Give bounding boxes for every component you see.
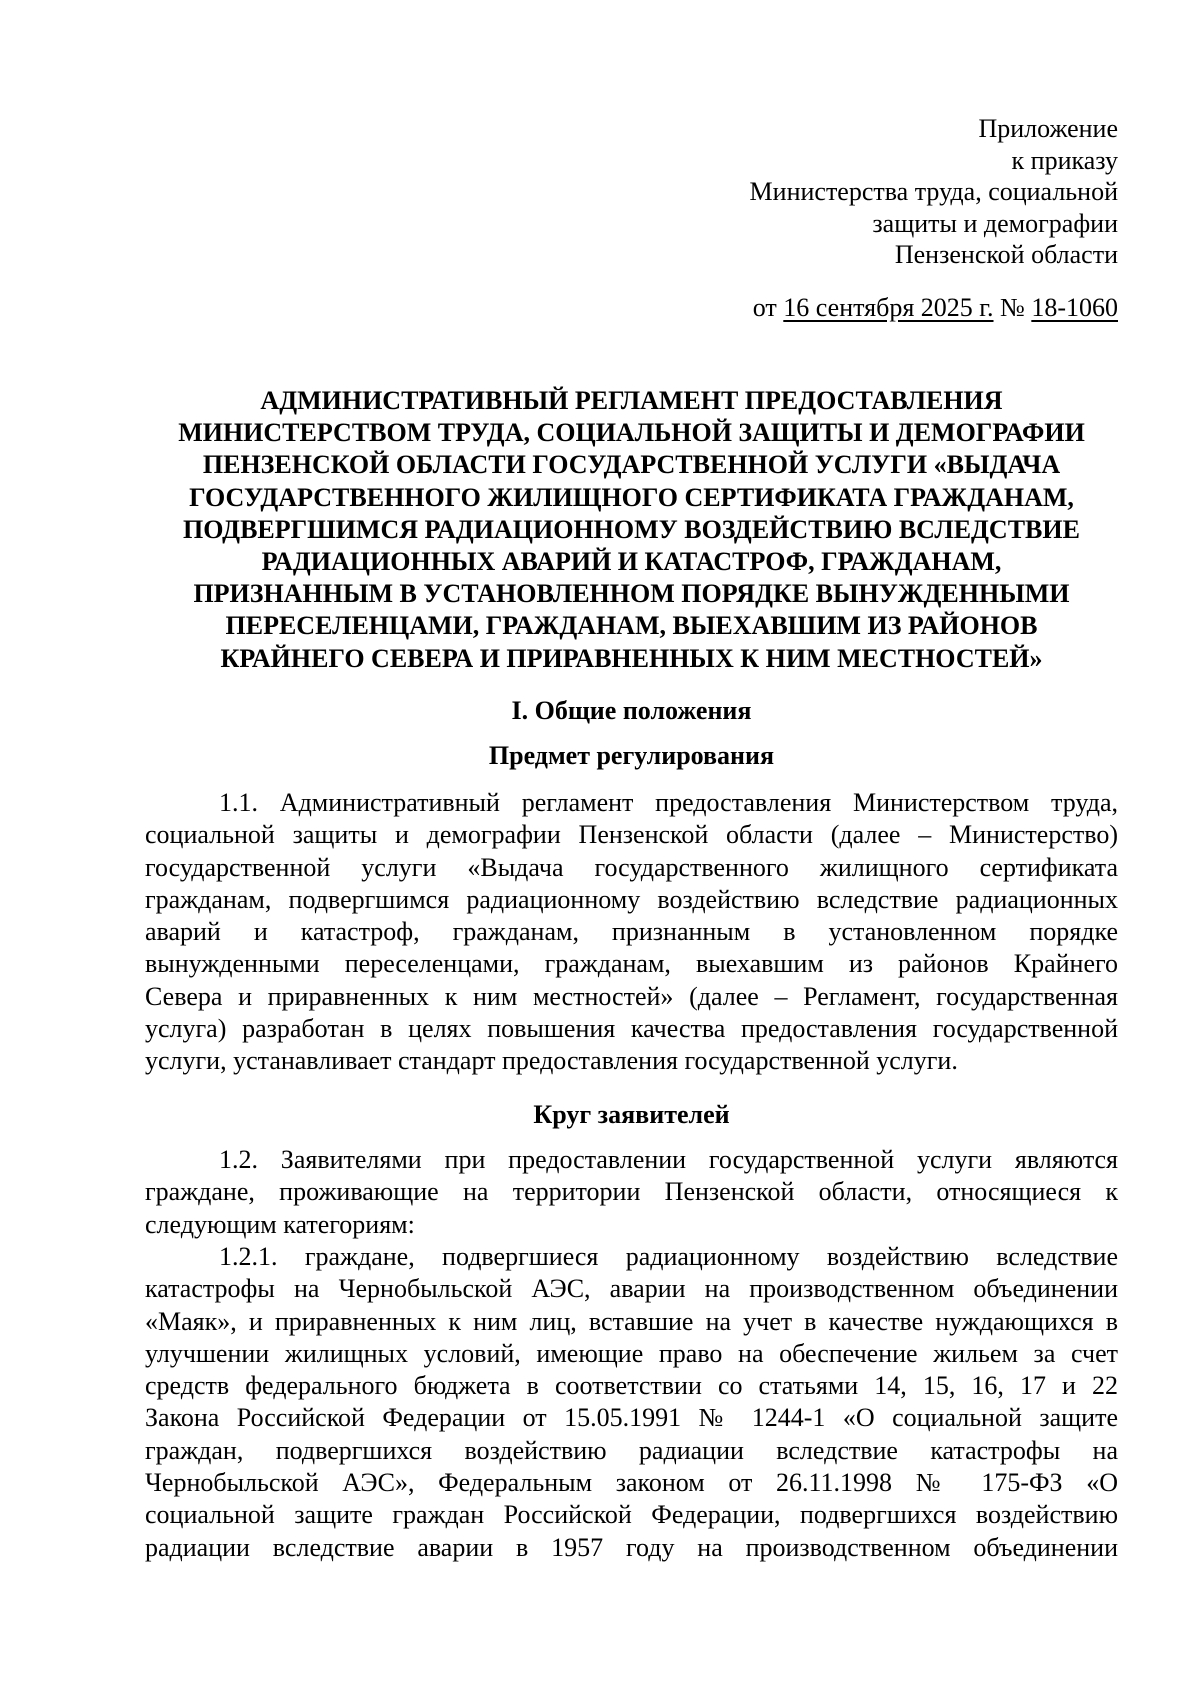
order-number: 18-1060: [1031, 292, 1118, 322]
document-title: [145, 385, 1118, 675]
appendix-block: [750, 113, 1118, 323]
title-line: ПОДВЕРГШИМСЯ РАДИАЦИОННОМУ ВОЗДЕЙСТВИЮ ВСЛЕДСТВИЕ: [183, 514, 1080, 544]
section-heading-general: I. Общие положения: [511, 696, 752, 725]
paragraph-line: аварий и катастроф, гражданам, признанным в установленном порядке: [145, 917, 1118, 947]
paragraph-1-2: [145, 1144, 1118, 1241]
paragraph-1-1: [145, 787, 1118, 1078]
appendix-line-5: Пензенской области: [894, 240, 1118, 269]
paragraph-line: граждане, проживающие на территории Пензенской области, относящиеся к: [145, 1177, 1118, 1207]
paragraph-line: средств федерального бюджета в соответствии со статьями 14, 15, 16, 17 и 22: [145, 1371, 1118, 1401]
paragraph-line: Закона Российской Федерации от 15.05.1991 № 1244-1 «О социальной защите: [145, 1403, 1118, 1433]
paragraph-line: социальной защите граждан Российской Федерации, подвергшихся воздействию: [145, 1500, 1118, 1530]
title-line: ГОСУДАРСТВЕННОГО ЖИЛИЩНОГО СЕРТИФИКАТА ГРАЖДАНАМ,: [189, 482, 1074, 512]
paragraph-line: 1.1. Административный регламент предоставления Министерством труда,: [219, 788, 1118, 817]
paragraph-1-2-1: [145, 1241, 1118, 1564]
paragraph-line: 1.2.1. граждане, подвергшиеся радиационному воздействию вследствие: [219, 1242, 1118, 1271]
paragraph-line: следующим категориям:: [145, 1209, 415, 1239]
order-date: 16 сентября 2025 г.: [783, 292, 994, 322]
title-line: АДМИНИСТРАТИВНЫЙ РЕГЛАМЕНТ ПРЕДОСТАВЛЕНИЯ: [260, 386, 1003, 415]
paragraph-line: услуга) разработан в целях повышения качества предоставления государственной: [145, 1014, 1118, 1044]
order-number-sign: №: [993, 292, 1032, 322]
order-line: [750, 292, 1118, 324]
paragraph-line: радиации вследствие аварии в 1957 году на производственном объединении: [145, 1532, 1118, 1562]
appendix-line-2: к приказу: [1011, 145, 1118, 175]
title-line: ПРИЗНАННЫМ В УСТАНОВЛЕННОМ ПОРЯДКЕ ВЫНУЖДЕННЫМИ: [193, 579, 1070, 609]
paragraph-line: гражданам, подвергшимся радиационному воздействию вследствие радиационных: [145, 884, 1118, 914]
title-line: МИНИСТЕРСТВОМ ТРУДА, СОЦИАЛЬНОЙ ЗАЩИТЫ И ДЕМОГРАФИИ: [178, 418, 1085, 448]
paragraph-line: улучшении жилищных условий, имеющие право на обеспечение жильем за счет: [145, 1338, 1118, 1368]
paragraph-line: Севера и приравненных к ним местностей» (далее – Регламент, государственная: [145, 981, 1118, 1011]
paragraph-line: Чернобыльской АЭС», Федеральным законом от 26.11.1998 № 175-ФЗ «О: [145, 1468, 1118, 1498]
appendix-line-1: Приложение: [978, 114, 1118, 143]
paragraph-line: «Маяк», и приравненных к ним лиц, вставшие на учет в качестве нуждающихся в: [145, 1306, 1118, 1336]
title-line: РАДИАЦИОННЫХ АВАРИЙ И КАТАСТРОФ, ГРАЖДАНАМ,: [261, 547, 1002, 577]
title-line: ПЕРЕСЕЛЕНЦАМИ, ГРАЖДАНАМ, ВЫЕХАВШИМ ИЗ РАЙОНОВ: [225, 611, 1038, 641]
title-line: КРАЙНЕГО СЕВЕРА И ПРИРАВНЕННЫХ К НИМ МЕСТНОСТЕЙ»: [220, 643, 1043, 673]
appendix-line-4: защиты и демографии: [872, 208, 1118, 238]
paragraph-line: 1.2. Заявителями при предоставлении государственной услуги являются: [219, 1145, 1118, 1174]
section-heading-applicants: Круг заявителей: [533, 1100, 730, 1129]
order-prefix: от: [752, 292, 784, 322]
paragraph-line: услуги, устанавливает стандарт предоставления государственной услуги.: [145, 1046, 958, 1076]
appendix-line-3: Министерства труда, социальной: [749, 177, 1118, 206]
paragraph-line: катастрофы на Чернобыльской АЭС, аварии на производственном объединении: [145, 1274, 1118, 1304]
paragraph-line: вынужденными переселенцами, гражданам, выехавшим из районов Крайнего: [145, 949, 1118, 979]
title-line: ПЕНЗЕНСКОЙ ОБЛАСТИ ГОСУДАРСТВЕННОЙ УСЛУГИ «ВЫДАЧА: [202, 450, 1061, 480]
paragraph-line: граждан, подвергшихся воздействию радиации вследствие катастрофы на: [145, 1435, 1118, 1465]
paragraph-line: социальной защиты и демографии Пензенской области (далее – Министерство): [145, 820, 1118, 850]
section-heading-subject: Предмет регулирования: [488, 741, 775, 770]
paragraph-line: государственной услуги «Выдача государственного жилищного сертификата: [145, 852, 1118, 882]
